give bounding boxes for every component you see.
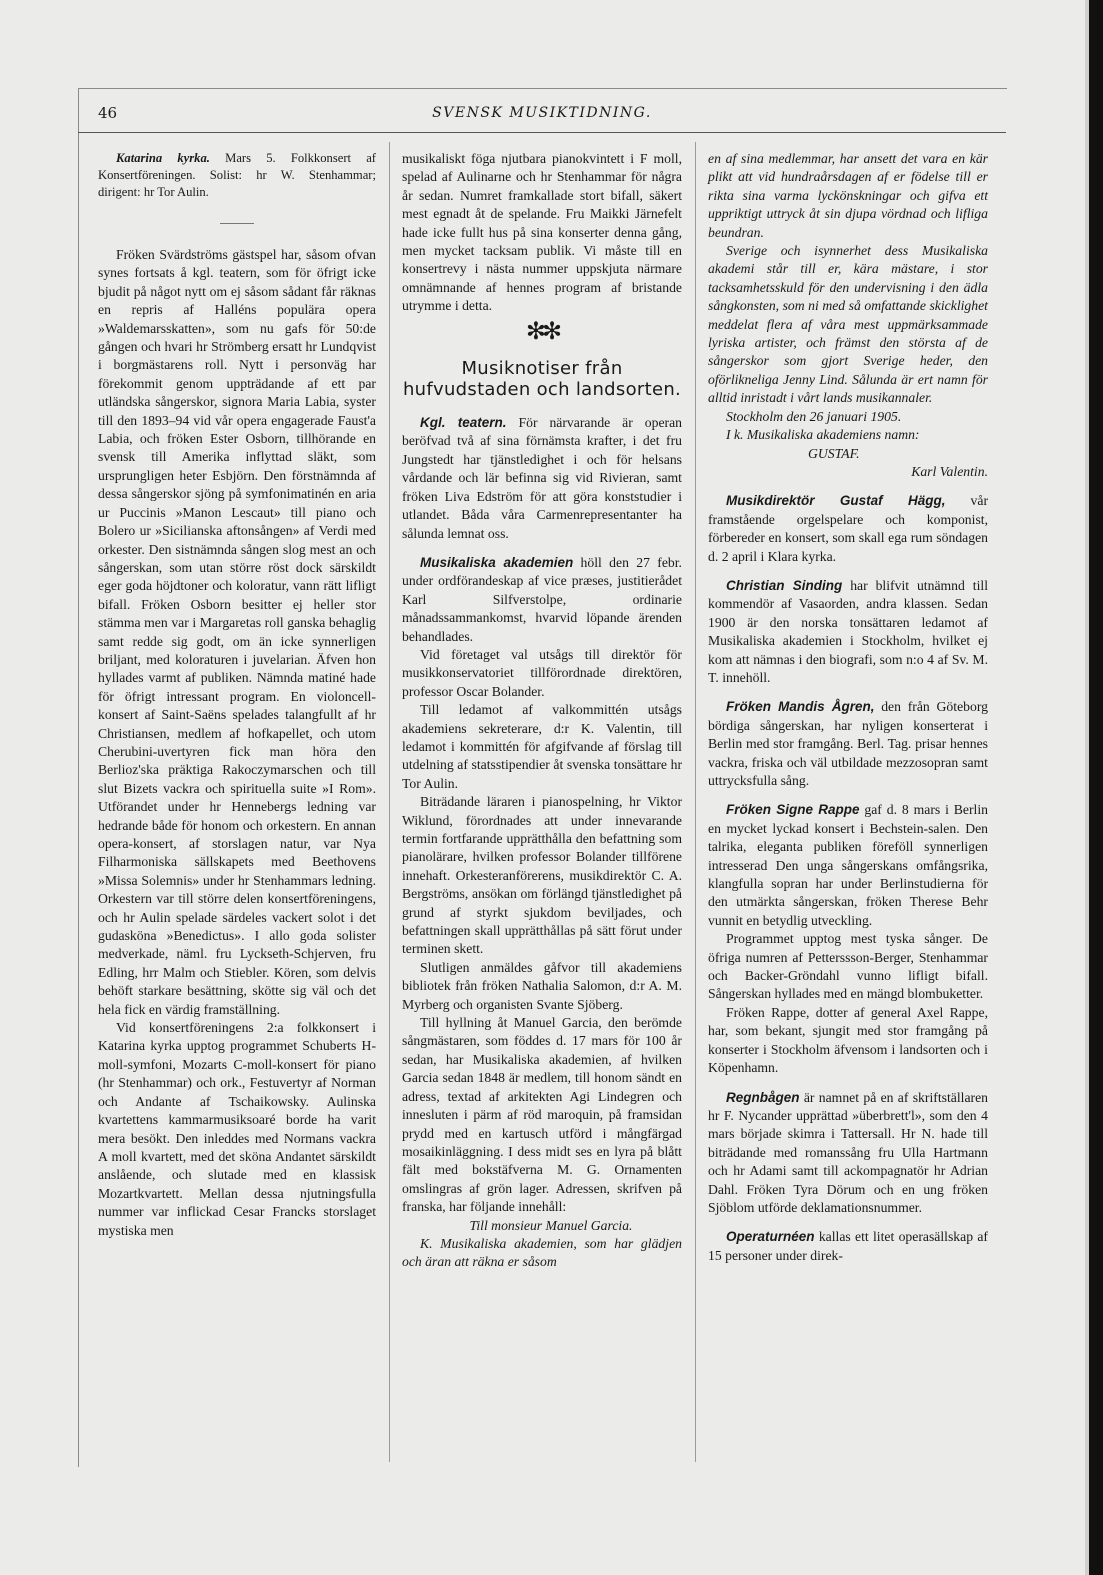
address-signature: I k. Musikaliska akademiens namn:: [726, 427, 920, 443]
paragraph: Programmet upptog mest tyska sånger. De öfriga numren af Petterssson-Berger, Stenhammar och Backer-Gröndahl vunno lifligt bifall. Sångerskan hyllades med en mängd blombuketter.: [708, 931, 988, 1002]
paragraph: Biträdande läraren i pianospelning, hr Viktor Wiklund, förordnades att under innevarande termin fortfarande upprätthålla den befattning som pianolärare, hvilken professor Bolander tillförene innehaft. Orkesteranförerens, musikdirektör C. A. Bergströms, ansökan om förlängd tjänstledighet på grund af styrkt sjukdom beviljades, och befattningen skall upprätthållas på sätt förut under terminen skett.: [402, 794, 682, 957]
spacer: [708, 566, 988, 577]
address-text: Sverige och isynnerhet dess Musikaliska akademi står till er, kära mästare, i stor tacksamhetsskuld för den undervisning i den ädla sångkonsten, som ni med så omfattande skicklighet meddelat flera af våra mest uppmärksammade lyriska artister, och främst den största af de sångerskor som gjort Sverige heder, den oförlikneliga Jenny Lind. Sålunda är ert namn för alltid inristadt i vårt lands musikannaler.: [708, 243, 988, 406]
paragraph: Slutligen anmäldes gåfvor till akademiens bibliotek från fröken Nathalia Salomon, d:r A. M. Myrberg och organisten Svante Sjöberg.: [402, 959, 682, 1012]
column-left: [98, 150, 376, 1240]
spacer: [708, 790, 988, 801]
address-text: en af sina medlemmar, har ansett det vara en kär plikt att vid hundraårsdagen af er födelse till er rikta sina varma lyckönskningar och gifva ett uppriktigt uttryck åt sin djupa vördnad och lifliga beundran.: [708, 151, 988, 240]
concert-notice: [98, 150, 376, 201]
address-text: K. Musikaliska akademien, som har glädjen och äran att räkna er såsom: [402, 1235, 682, 1270]
separator-rule: [220, 223, 254, 224]
paragraph: Fröken Svärdströms gästspel har, såsom ofvan synes fortsats å kgl. teatern, som för öfrigt icke bjudit på något nytt om ej såsom sådant får räknas en repris af Halléns populära opera »Waldemarsskatten», som nu gafs för 50:de gången och hvari hr Strömberg ersatt hr Lundqvist i borgmästarens roll. Nytt i personväg har förekommit genom uppträdande af ett par utländska sångerskor, signora Maria Labia, syster till den 1893–94 vid vår opera engagerade Faust'a Labia, och fröken Ester Osborn, tillhörande en svensk till Amerika inflyttad släkt, som ursprungligen heter Esbjörn. Den förstnämnda af dessa sångerskor sjöng på symfonimatinén en aria ur Puccinis »Manon Lescaut» till piano och Bolero ur »Sicilianska aftonsången» af Verdi med orkester. Den sistnämnda sången slog mest an och sångerskan, som utan större röst dock särskildt eger goda höjdtoner och koloratur, vann rätt lifligt bifall. Fröken Osborn besitter ej heller stor stämma men var i Margaretas roll ganska behaglig samt redde sig godt, om än icke synnerligen briljant, med koloraturen i juvelarian. Äfven hon hyllades varmt af publiken. Nämnda matiné hade för öfrigt intressant program. En violoncell-konsert af Saint-Saëns spelades talangfullt af hr Christiansen, medlem af hofkapellet, och utom Cherubini-uvertyren fick man höra den Berlioz'ska präktiga Rakoczymarschen och till slut Bizets vackra och spirituella suite »I Rom». Utförandet under hr Hennebergs ledning var hedrande både för honom och orkestern. En annan opera-konsert, af storslagen natur, var Nya Filharmoniska sällskapets med Beethovens »Missa Solemnis» under hr Stenhammars ledning. Orkestern var till större delen konsertföreningens, och hr Aulin spelade särdeles vackert solot i det gudasköna »Benedictus». I allo goda solister medverkade, näml. fru Lyckseth-Schjerven, fru Edling, hrr Malm och Stiebler. Kören, som delvis behöft starkare besättning, skötte sig väl och det hela fick en värdig framställning.: [98, 247, 376, 1017]
notice-sinding: Christian Sinding har blifvit utnämnd till kommendör af Vasaorden, andra klassen. Sedan 1900 är den norska tonsättaren ledamot af Musikaliska akademien i Stockholm, hvilket ej kom att nämnas i den biografi, som n:o 4 af Sv. M. T. innehöll.: [708, 577, 988, 685]
notice-kgl-teatern: Kgl. teatern. För närvarande är operan beröfvad två af sina förnämsta krafter, i det fru Jungstedt har tjänstledighet i och för helsans vårdande och lär befinna sig vid Rivieran, samt fröken Liva Edström för att göra konststudier i utlandet. Båda våra Carmenrepresentanter ha sålunda lemnat oss.: [402, 415, 683, 541]
spacer: [402, 543, 682, 554]
address-signature: Karl Valentin.: [911, 463, 988, 479]
running-title: SVENSK MUSIKTIDNING.: [432, 105, 652, 121]
scan-edge: [1089, 0, 1103, 1575]
column-right: [708, 150, 988, 1265]
ornament-icon: ✻✻: [525, 316, 559, 345]
spacer: [708, 687, 988, 698]
spacer: [708, 1078, 988, 1089]
concert-notice-text: Mars 5. Folkkonsert af Konsertföreningen. Solist: hr W. Stenhammar; dirigent: hr Tor Aulin.: [98, 151, 376, 199]
notice-hagg: Musikdirektör Gustaf Hägg, vår framstående orgelspelare och komponist, förbereder en konsert, som skall ega rum söndagen d. 2 april i Klara kyrka.: [708, 493, 989, 564]
notice-akademien: Musikaliska akademien höll den 27 febr. under ordförandeskap af vice præses, justitierådet Karl Silfverstolpe, ordinarie månadssammankomst, hvarvid löpande ärenden behandlades.: [402, 554, 682, 644]
spacer: [708, 481, 988, 492]
notice-agren: Fröken Mandis Ågren, den från Göteborg bördiga sångerskan, har nyligen konserterat i Berlin med stor framgång. Berl. Tag. prisar hennes vackra, friska och väl utbildade mezzosopran samt uttrycksfulla sång.: [708, 699, 988, 788]
paragraph: Till hyllning åt Manuel Garcia, den berömde sångmästaren, som föddes d. 17 mars för 100 år sedan, har Musikaliska akademien, af hvilken Garcia sedan 1848 är medlem, till honom sändt en adress, textad af arkitekten Agi Lindegren och innesluten i pärm af röd maroquin, på framsidan prydd med en kartusch utförd i mångfärgad mosaikinläggning. I dess midt ses en lyra på blått fält med bokstäfverna M. G. Ornamenten omslingras af grön lager. Adressen, skrifven på franska, har följande innehåll:: [402, 1015, 682, 1215]
paragraph: Vid företaget val utsågs till direktör för musikkonservatoriet tillförordnade direktören, professor Oscar Bolander.: [402, 646, 682, 699]
notice-rappe: Fröken Signe Rappe gaf d. 8 mars i Berlin en mycket lyckad konsert i Bechstein-salen. Den talrika, eleganta publiken föreföll synnerligen intresserad Den unga sångerskans omfångsrika, klangfulla sopran har under Berlinstudierna för den utmärkta sångerskan, fröken Therese Behr vunnit en betydlig utveckling.: [708, 802, 988, 928]
paragraph: musikaliskt föga njutbara pianokvintett i F moll, spelad af Aulinarne och hr Stenhammar för några år sedan. Numret framkallade stort bifall, säkert mest egnadt åt de spelande. Fru Maikki Järnefelt hade icke fullt hus på sina konserter denna gång, men mycket tacksam publik. Vi måste till en konsertrevy i nästa nummer uppskjuta närmare omnämnande af hennes program af bristande utrymme i detta.: [402, 151, 682, 314]
page-header: [78, 100, 1006, 130]
column-divider: [389, 142, 390, 1462]
section-heading: Musiknotiser från hufvudstaden och landsorten.: [402, 358, 682, 401]
paragraph: Fröken Rappe, dotter af general Axel Rappe, har, som bekant, sjungit med stor framgång på konserter i Stockholm äfvensom i landsorten och i Köpenhamn.: [708, 1004, 988, 1076]
notice-regnbagen: Regnbågen är namnet på en af skriftställaren hr F. Nycander upprättad »überbrett'l», som den 4 mars började skimra i Tattersall. Hr N. hade till biträdande med romanssång fru Ulla Hartmann och hr Adami samt till ackompagnatör hr Adrian Dahl. Fröken Tyra Dörum och en ung fröken Sjöblom utförde deklamationsnummer.: [708, 1089, 988, 1215]
notice-operaturneen: Operaturnéen kallas ett litet operasällskap af 15 personer under direk-: [708, 1229, 988, 1263]
spacer: [708, 1217, 988, 1228]
page-number: 46: [98, 104, 118, 122]
concert-notice-lead: Katarina kyrka.: [116, 151, 210, 165]
address-signature: GUSTAF.: [808, 445, 860, 461]
paragraph: Till ledamot af valkommittén utsågs akademiens sekreterare, d:r K. Valentin, till ledamot i kommittén för afgifvande af förslag till utdelning af statsstipendier åt svenska tonsättare hr Tor Aulin.: [402, 702, 682, 791]
header-rule: [78, 132, 1006, 133]
column-divider: [695, 142, 696, 1462]
column-middle: [402, 150, 682, 1272]
paragraph: Vid konsertföreningens 2:a folkkonsert i Katarina kyrka upptog programmet Schuberts H-moll-symfoni, Mozarts C-moll-konsert för piano (hr Stenhammar) och ork., Festuvertyr af Norman och Andante af Tschaikowsky. Aulinska kvartettens kammarmusiksoaré borde ha varit mera besökt. Den inleddes med Normans vackra A moll kvartett, med det sköna Andantet särskildt anslående, och slutade med en klassisk Mozartkvartett. Mellan dessa njutningsfulla nummer var inflickad Cesar Francks storslaget mystiska men: [98, 1020, 376, 1238]
address-dateline: Stockholm den 26 januari 1905.: [726, 408, 902, 424]
address-salutation: Till monsieur Manuel Garcia.: [469, 1217, 633, 1233]
